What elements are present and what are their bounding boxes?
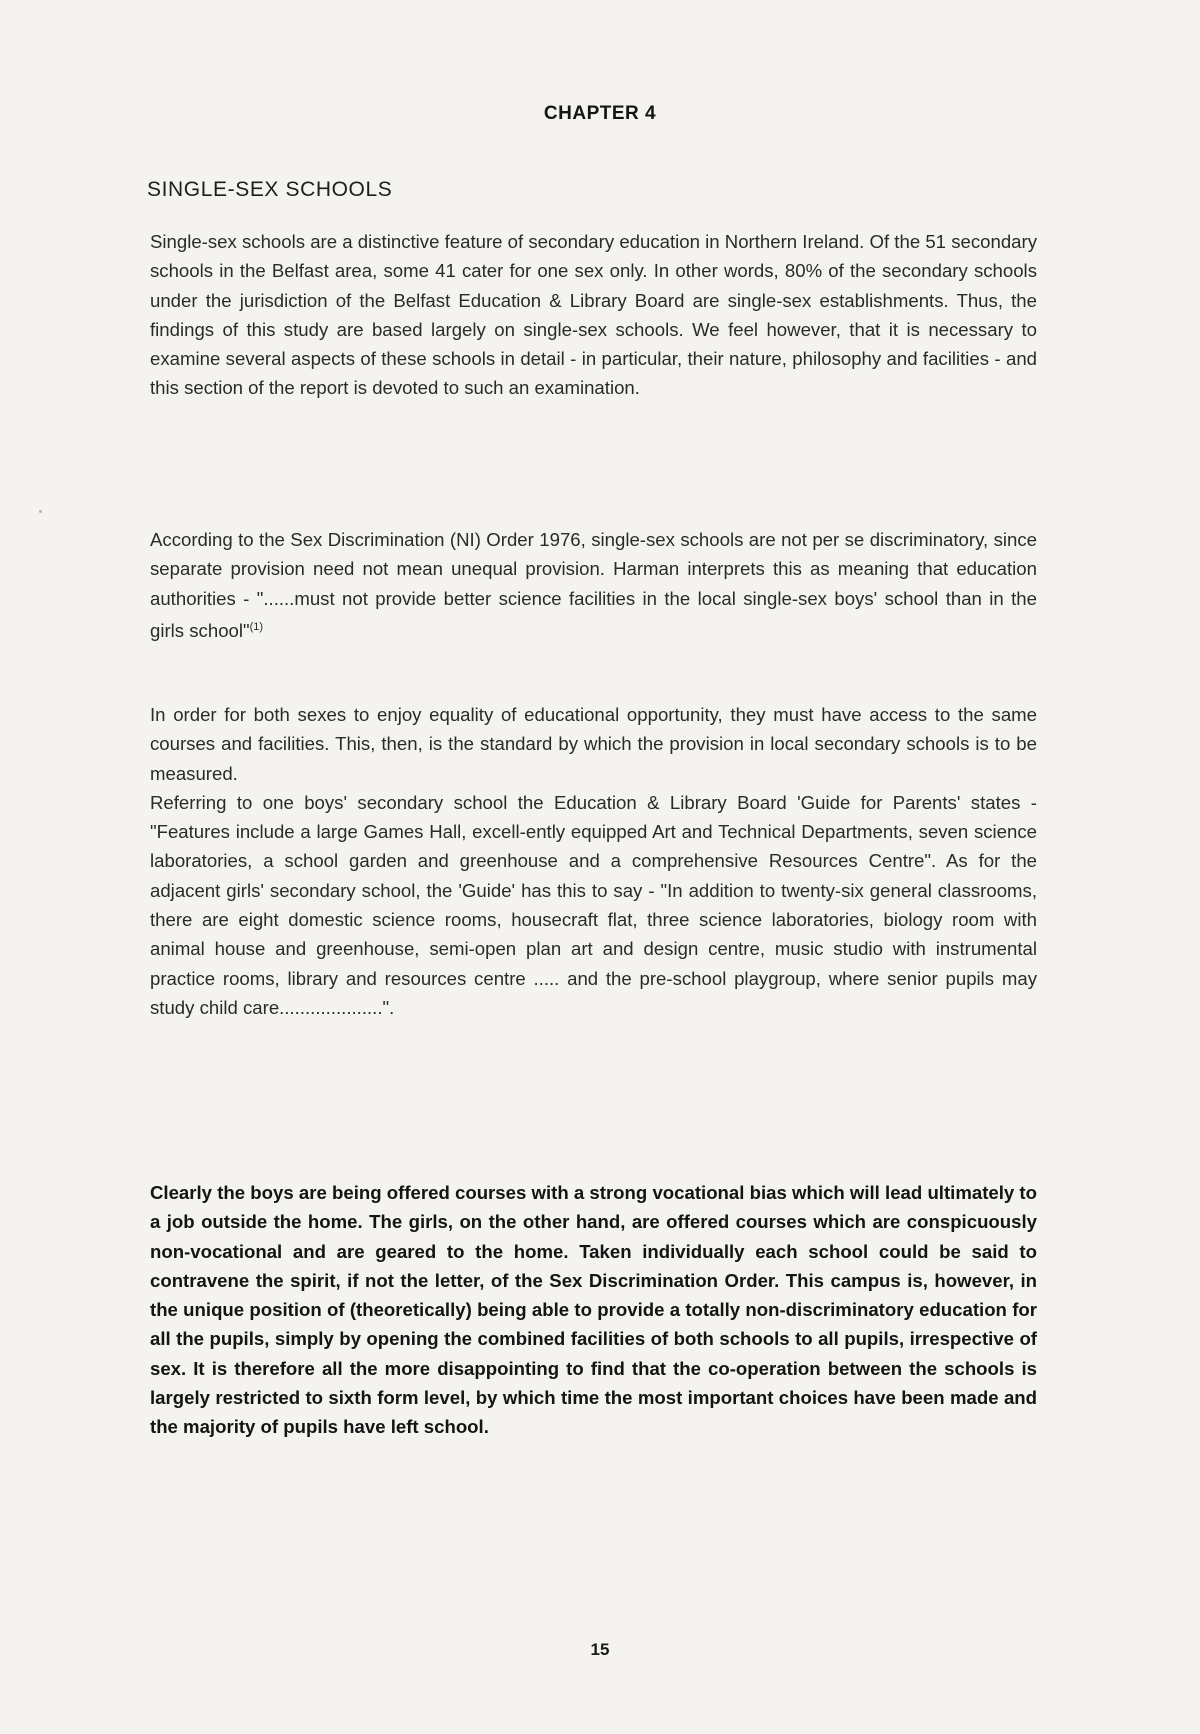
paragraph-2 (150, 525, 1037, 645)
paragraph-1 (150, 227, 1037, 403)
section-title: SINGLE-SEX SCHOOLS (147, 178, 393, 201)
scan-speck (39, 510, 42, 513)
paragraph-3 (150, 700, 1037, 1022)
footnote-reference: (1) (249, 620, 264, 633)
paragraph-text (150, 525, 1037, 645)
page-number: 15 (590, 1640, 610, 1659)
paragraph-text: Clearly the boys are being offered courses with a strong vocational bias which will lead ultimately to a job outside the home. The girls, on the other hand, are offered courses which are conspicuously non-vocational and are geared to the home. Taken individually each school could be said to contravene the spirit, if not the letter, of the Sex Discrimination Order. This campus is, however, in the unique position of (theoretically) being able to provide a totally non-discriminatory education for all the pupils, simply by opening the combined facilities of both schools to all pupils, irrespective of sex. It is therefore all the more disappointing to find that the co-operation between the schools is largely restricted to sixth form level, by which time the most important choices have been made and the majority of pupils have left school. (150, 1182, 1037, 1438)
chapter-heading: CHAPTER 4 (543, 103, 657, 124)
paragraph-text: Single-sex schools are a distinctive feature of secondary education in Northern Ireland. Of the 51 secondary schools in the Belfast area, some 41 cater for one sex only. In other words, 80% of the secondary schools under the jurisdiction of the Belfast Education & Library Board are single-sex establishments. Thus, the findings of this study are based largely on single-sex schools. We feel however, that it is necessary to examine several aspects of these schools in detail - in particular, their nature, philosophy and facilities - and this section of the report is devoted to such an examination. (150, 231, 1037, 399)
paragraph-text: Referring to one boys' secondary school the Education & Library Board 'Guide for Parents' states - "Features include a large Games Hall, excell-ently equipped Art and Technical Departments, seven science laboratories, a school garden and greenhouse and a comprehensive Resources Centre". As for the adjacent girls' secondary school, the 'Guide' has this to say - "In addition to twenty-six general classrooms, there are eight domestic science rooms, housecraft flat, three science laboratories, biology room with animal house and greenhouse, semi-open plan art and design centre, music studio with instrumental practice rooms, library and resources centre ..... and the pre-school playgroup, where senior pupils may study child care....................". (150, 791, 1037, 1018)
paragraph-text-body: According to the Sex Discrimination (NI) Order 1976, single-sex schools are not per se discriminatory, since separate provision need not mean unequal provision. Harman interprets this as meaning that education authorities - "......must not provide better science facilities in the local single-sex boys' school than in the girls school" (150, 529, 1037, 642)
paragraph-text: In order for both sexes to enjoy equality of educational opportunity, they must have access to the same courses and facilities. This, then, is the standard by which the provision in local secondary schools is to be measured. (150, 704, 1037, 784)
paragraph-5 (150, 1178, 1037, 1442)
